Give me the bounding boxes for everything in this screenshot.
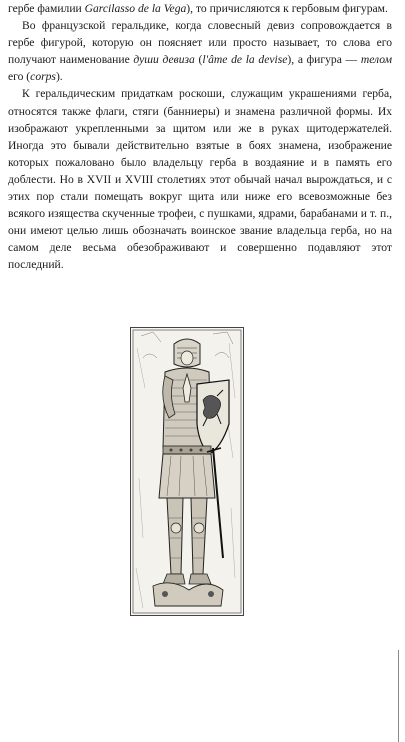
page-edge-line xyxy=(398,650,399,742)
text-run: Во французской геральдике, когда словесный девиз сопровождается в гербе фигурой, которую он поясняет или просто называет, то слова его получают наименование xyxy=(8,19,392,67)
text-run: ( xyxy=(194,53,203,67)
paragraph-3 xyxy=(8,85,392,273)
text-run: ), то причисляются к гербовым фигурам. xyxy=(186,2,388,15)
italic-run: души девиза xyxy=(133,53,195,67)
text-run: ). xyxy=(55,70,63,84)
text-run: ), а фигура — xyxy=(287,53,361,67)
body-text xyxy=(8,0,392,274)
knight-effigy-icon xyxy=(131,328,243,615)
text-run: К геральдическим придаткам роскоши, служащим украшениями герба, относятся также флаги, стяги (банниеры) и знамена различной формы. Их изображают укрепленными за щитом или же в руках щитодержателей. Иногда это бывали действительно взятые в боях знамена, изображение которых пожаловано было владельцу герба в воздаяние и в память его доблести. Но в XVII и XVIII столетиях этот обычай начал вырождаться, и с этих пор стали помещать вокруг щита или ниже его всевозможные без всякого изящества скученные трофеи, с пушками, ядрами, барабанами и т. п., они имеют целью лишь обозначать воинское звание владельца герба, но на самом деле весьма обезображивают и совершенно подавляют этот последний. xyxy=(8,87,392,272)
italic-run: Garcilasso de la Vega xyxy=(84,2,187,15)
knight-effigy-illustration xyxy=(130,327,244,616)
italic-run: l'âme de la devise xyxy=(202,53,288,67)
italic-run: corps xyxy=(30,70,56,84)
text-run: гербе фамилии xyxy=(8,2,85,15)
paragraph-1 xyxy=(8,0,392,17)
italic-run: телом xyxy=(360,53,393,67)
text-run: его ( xyxy=(8,70,31,84)
paragraph-2 xyxy=(8,17,392,85)
